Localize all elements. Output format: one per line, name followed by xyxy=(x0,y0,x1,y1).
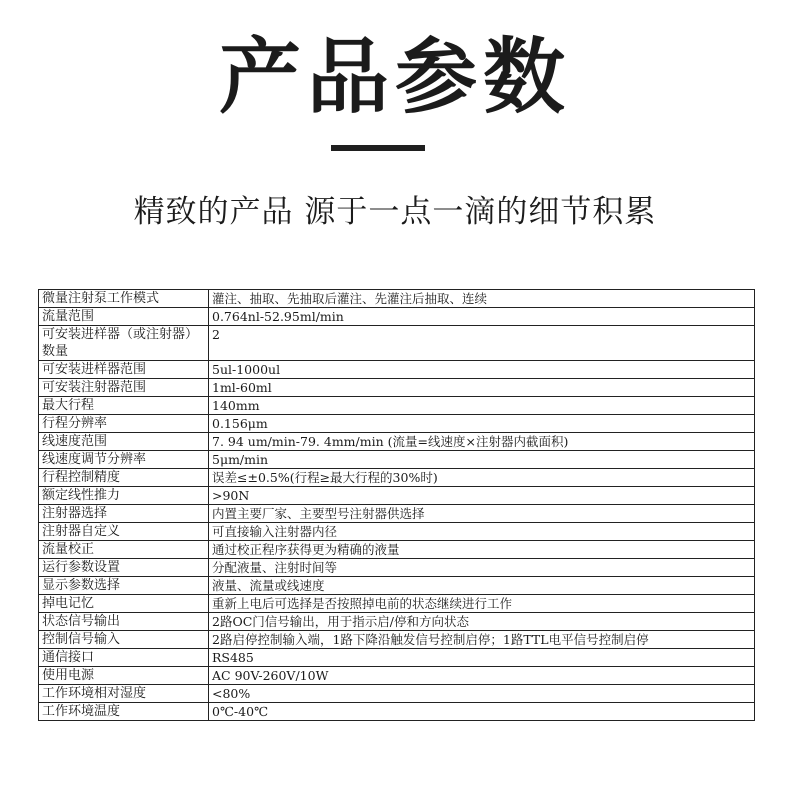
spec-value: 灌注、抽取、先抽取后灌注、先灌注后抽取、连续 xyxy=(209,290,755,308)
table-row xyxy=(39,523,755,541)
title-underline xyxy=(331,145,425,151)
table-row xyxy=(39,613,755,631)
spec-value: 7. 94 um/min-79. 4mm/min (流量=线速度×注射器内截面积) xyxy=(209,433,755,451)
table-row xyxy=(39,505,755,523)
spec-label: 掉电记忆 xyxy=(39,595,209,613)
spec-label: 显示参数选择 xyxy=(39,577,209,595)
spec-value: 0℃-40℃ xyxy=(209,703,755,721)
table-row xyxy=(39,433,755,451)
spec-label: 流量校正 xyxy=(39,541,209,559)
spec-value: 5μm/min xyxy=(209,451,755,469)
spec-value: >90N xyxy=(209,487,755,505)
table-row xyxy=(39,361,755,379)
spec-value: 分配液量、注射时间等 xyxy=(209,559,755,577)
table-row xyxy=(39,308,755,326)
spec-value: 2路OC门信号输出，用于指示启/停和方向状态 xyxy=(209,613,755,631)
spec-label: 可安装进样器范围 xyxy=(39,361,209,379)
spec-label: 工作环境温度 xyxy=(39,703,209,721)
spec-label: 线速度调节分辨率 xyxy=(39,451,209,469)
spec-value: 0.764nl-52.95ml/min xyxy=(209,308,755,326)
spec-label: 额定线性推力 xyxy=(39,487,209,505)
table-row xyxy=(39,326,755,361)
spec-value: 5ul-1000ul xyxy=(209,361,755,379)
page-title: 产品参数 xyxy=(218,30,571,125)
table-row xyxy=(39,290,755,308)
spec-label: 微量注射泵工作模式 xyxy=(39,290,209,308)
spec-value: 1ml-60ml xyxy=(209,379,755,397)
table-row xyxy=(39,703,755,721)
table-row xyxy=(39,649,755,667)
spec-value: 通过校正程序获得更为精确的液量 xyxy=(209,541,755,559)
page-subtitle: 精致的产品 源于一点一滴的细节积累 xyxy=(133,194,657,230)
spec-label: 可安装进样器（或注射器）数量 xyxy=(39,326,209,361)
table-row xyxy=(39,577,755,595)
spec-value: RS485 xyxy=(209,649,755,667)
table-row xyxy=(39,559,755,577)
spec-label: 工作环境相对湿度 xyxy=(39,685,209,703)
spec-label: 行程分辨率 xyxy=(39,415,209,433)
spec-label: 可安装注射器范围 xyxy=(39,379,209,397)
spec-value: 可直接输入注射器内径 xyxy=(209,523,755,541)
spec-value: 内置主要厂家、主要型号注射器供选择 xyxy=(209,505,755,523)
table-row xyxy=(39,379,755,397)
table-row xyxy=(39,397,755,415)
spec-value: 2 xyxy=(209,326,755,361)
table-row xyxy=(39,451,755,469)
spec-label: 流量范围 xyxy=(39,308,209,326)
spec-value: 140mm xyxy=(209,397,755,415)
spec-label: 使用电源 xyxy=(39,667,209,685)
table-row xyxy=(39,487,755,505)
spec-label: 注射器自定义 xyxy=(39,523,209,541)
spec-label: 控制信号输入 xyxy=(39,631,209,649)
spec-value: <80% xyxy=(209,685,755,703)
table-row xyxy=(39,631,755,649)
table-row xyxy=(39,667,755,685)
spec-value: AC 90V-260V/10W xyxy=(209,667,755,685)
spec-value: 重新上电后可选择是否按照掉电前的状态继续进行工作 xyxy=(209,595,755,613)
spec-label: 状态信号输出 xyxy=(39,613,209,631)
table-row xyxy=(39,541,755,559)
spec-value: 0.156μm xyxy=(209,415,755,433)
spec-label: 行程控制精度 xyxy=(39,469,209,487)
table-row xyxy=(39,415,755,433)
spec-label: 最大行程 xyxy=(39,397,209,415)
spec-label: 注射器选择 xyxy=(39,505,209,523)
spec-value: 误差≤±0.5%(行程≥最大行程的30%时) xyxy=(209,469,755,487)
spec-table xyxy=(38,289,755,721)
table-row xyxy=(39,469,755,487)
spec-value: 2路启停控制输入端，1路下降沿触发信号控制启停；1路TTL电平信号控制启停 xyxy=(209,631,755,649)
spec-label: 通信接口 xyxy=(39,649,209,667)
spec-label: 运行参数设置 xyxy=(39,559,209,577)
table-row xyxy=(39,595,755,613)
table-row xyxy=(39,685,755,703)
spec-value: 液量、流量或线速度 xyxy=(209,577,755,595)
spec-label: 线速度范围 xyxy=(39,433,209,451)
